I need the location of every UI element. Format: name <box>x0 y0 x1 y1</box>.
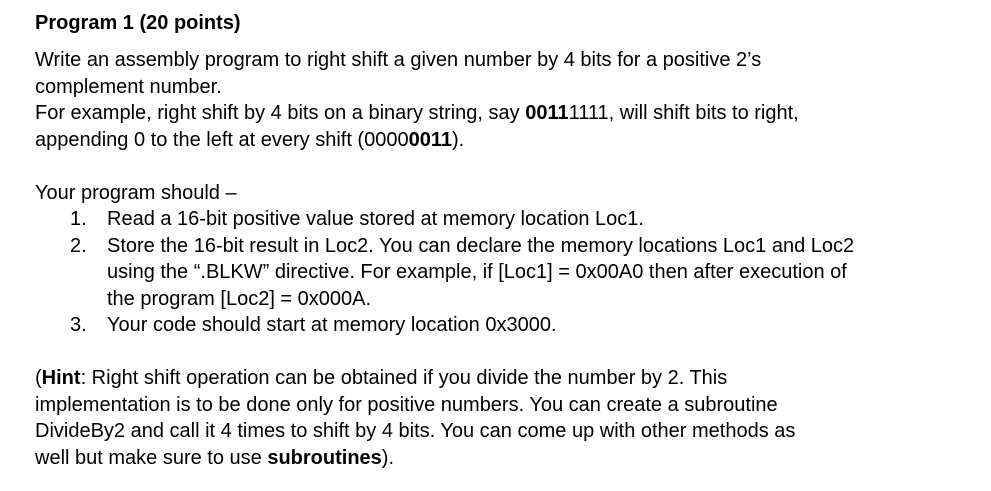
spacer <box>35 339 991 366</box>
requirement-text: Store the 16-bit result in Loc2. You can declare the memory locations Loc1 and Loc2 using the “.BLKW” directive. For example, if [Loc1] = 0x00A0 then after execution of the program [Loc2] = 0x000A. <box>107 234 855 310</box>
requirements-heading: Your program should – <box>35 181 237 204</box>
requirements-list <box>35 206 991 339</box>
requirement-item <box>35 312 867 339</box>
hint-close: ). <box>381 446 395 469</box>
requirement-number: 2. <box>70 234 87 257</box>
example-prefix: For example, right shift by 4 bits on a binary string, say <box>35 102 526 124</box>
requirement-text: Read a 16-bit positive value stored at memory location Loc1. <box>107 208 644 230</box>
requirement-number: 1. <box>70 208 87 230</box>
hint-label: Hint <box>41 367 81 389</box>
spacer <box>35 153 991 180</box>
example-paragraph <box>35 100 855 153</box>
hint-keyword: subroutines <box>267 446 382 469</box>
example-binary-bold: 0011 <box>525 102 569 124</box>
example-binary-rest: 1111 <box>568 102 609 124</box>
requirement-number: 3. <box>70 314 87 336</box>
example-end: ). <box>451 128 465 151</box>
requirement-item <box>35 206 867 233</box>
example-result-plain: 0000 <box>364 128 409 151</box>
hint-open-paren: ( <box>35 367 42 389</box>
requirement-text: Your code should start at memory location 0x3000. <box>107 314 557 336</box>
hint-body: : Right shift operation can be obtained if you divide the number by 2. This implementation is to be done only for positive numbers. You can create a subroutine DivideBy2 and call it 4 times to shift by 4 bits. You can come up with other methods as well but make sure to use <box>35 367 796 469</box>
description-line: Write an assembly program to right shift a given number by 4 bits for a positive 2’s complement number. <box>35 49 762 98</box>
program-title: Program 1 (20 points) <box>35 12 241 34</box>
example-result-bold: 0011 <box>408 128 452 151</box>
example-middle: , will shift bits to right, appending 0 to the left at every shift ( <box>35 102 799 151</box>
requirement-item <box>35 233 867 313</box>
hint-paragraph <box>35 365 825 471</box>
program-description <box>35 47 855 153</box>
